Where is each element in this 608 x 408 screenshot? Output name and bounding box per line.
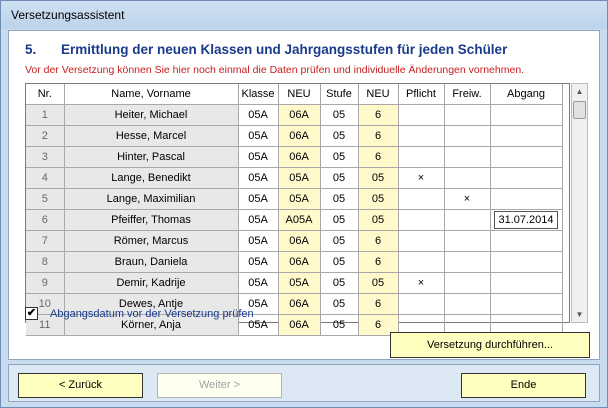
cell-freiw[interactable] [444,251,490,272]
cell-stufe[interactable]: 05 [320,167,358,188]
table-row[interactable] [26,188,562,209]
cell-freiw[interactable] [444,209,490,230]
cell-nr: 9 [26,272,64,293]
scroll-thumb[interactable] [573,101,586,119]
scroll-down-arrow-icon[interactable]: ▼ [575,310,584,319]
cell-stufe[interactable]: 05 [320,146,358,167]
cell-klasse[interactable]: 05A [238,209,278,230]
table-row[interactable] [26,146,562,167]
cell-stufe[interactable]: 05 [320,272,358,293]
cell-freiw[interactable]: × [444,188,490,209]
title-bar[interactable] [1,1,607,29]
cell-pflicht[interactable] [398,146,444,167]
cell-pflicht[interactable] [398,209,444,230]
cell-nr: 8 [26,251,64,272]
cell-stufe-neu[interactable]: 6 [358,104,398,125]
step-title: Ermittlung der neuen Klassen und Jahrgangsstufen für jeden Schüler [61,42,508,57]
back-button[interactable]: < Zurück [18,373,143,398]
cell-klasse[interactable]: 05A [238,293,278,314]
next-button: Weiter > [157,373,282,398]
cell-stufe-neu[interactable]: 05 [358,272,398,293]
cell-name[interactable]: Hesse, Marcel [64,125,238,146]
scroll-up-arrow-icon[interactable]: ▲ [575,87,584,96]
abgang-date-value[interactable]: 31.07.2014 [494,211,557,229]
cell-nr: 4 [26,167,64,188]
cell-name[interactable]: Lange, Maximilian [64,188,238,209]
cell-stufe-neu[interactable]: 6 [358,125,398,146]
cell-klasse[interactable]: 05A [238,314,278,335]
column-header-stufe[interactable]: Stufe [320,84,358,104]
cell-klasse-neu[interactable]: 06A [278,125,320,146]
cell-name[interactable]: Hinter, Pascal [64,146,238,167]
cell-stufe[interactable]: 05 [320,293,358,314]
cell-nr: 10 [26,293,64,314]
cell-stufe-neu[interactable]: 6 [358,293,398,314]
cell-klasse-neu[interactable]: 05A [278,188,320,209]
table-row[interactable] [26,251,562,272]
cell-name[interactable]: Heiter, Michael [64,104,238,125]
cell-klasse-neu[interactable]: 06A [278,314,320,335]
cell-pflicht[interactable] [398,230,444,251]
cell-name[interactable]: Demir, Kadrije [64,272,238,293]
cell-abgang[interactable] [490,272,562,293]
cell-nr: 5 [26,188,64,209]
cell-freiw[interactable] [444,125,490,146]
cell-pflicht[interactable] [398,104,444,125]
cell-nr: 11 [26,314,64,335]
cell-name[interactable]: Pfeiffer, Thomas [64,209,238,230]
end-button[interactable]: Ende [461,373,586,398]
table-row[interactable] [26,230,562,251]
cell-abgang[interactable] [490,209,562,230]
cell-klasse[interactable]: 05A [238,272,278,293]
execute-transfer-button[interactable]: Versetzung durchführen... [390,332,590,358]
table-row[interactable] [26,125,562,146]
cell-abgang[interactable] [490,251,562,272]
column-header-nr[interactable]: Nr. [26,84,64,104]
cell-klasse[interactable]: 05A [238,125,278,146]
check-abgang-checkbox[interactable]: ✔ [26,307,37,319]
cell-stufe-neu[interactable]: 05 [358,167,398,188]
window-title: Versetzungsassistent [11,8,125,22]
cell-stufe[interactable]: 05 [320,209,358,230]
cell-abgang[interactable] [490,293,562,314]
cell-stufe[interactable]: 05 [320,230,358,251]
cell-nr: 2 [26,125,64,146]
cell-stufe[interactable]: 05 [320,314,358,335]
cell-name[interactable]: Lange, Benedikt [64,167,238,188]
cell-freiw[interactable] [444,272,490,293]
cell-pflicht[interactable] [398,293,444,314]
cell-klasse-neu[interactable]: 06A [278,146,320,167]
table-row[interactable] [26,104,562,125]
cell-nr: 7 [26,230,64,251]
cell-klasse-neu[interactable]: 06A [278,230,320,251]
cell-klasse[interactable]: 05A [238,230,278,251]
column-header-stufe-neu[interactable]: NEU [358,84,398,104]
cell-nr: 6 [26,209,64,230]
cell-stufe-neu[interactable]: 05 [358,188,398,209]
cell-klasse-neu[interactable]: 06A [278,251,320,272]
column-header-freiw[interactable]: Freiw. [444,84,490,104]
table-row[interactable] [26,272,562,293]
cell-stufe-neu[interactable]: 6 [358,251,398,272]
cell-nr: 1 [26,104,64,125]
column-header-abgang[interactable]: Abgang [490,84,562,104]
cell-stufe[interactable]: 05 [320,104,358,125]
cell-stufe-neu[interactable]: 05 [358,209,398,230]
cell-freiw[interactable] [444,104,490,125]
cell-klasse[interactable]: 05A [238,146,278,167]
cell-pflicht[interactable]: × [398,167,444,188]
cell-abgang[interactable] [490,104,562,125]
cell-name[interactable]: Braun, Daniela [64,251,238,272]
cell-klasse-neu[interactable]: 06A [278,293,320,314]
column-header-pflicht[interactable]: Pflicht [398,84,444,104]
table-row[interactable] [26,167,562,188]
cell-abgang[interactable] [490,146,562,167]
check-abgang-option[interactable] [25,307,254,320]
cell-stufe[interactable]: 05 [320,125,358,146]
table-row[interactable] [26,209,562,230]
cell-stufe-neu[interactable]: 6 [358,146,398,167]
student-table [26,84,563,336]
cell-freiw[interactable] [444,230,490,251]
cell-stufe[interactable]: 05 [320,251,358,272]
cell-klasse-neu[interactable]: A05A [278,209,320,230]
cell-klasse-neu[interactable]: 05A [278,167,320,188]
cell-klasse[interactable]: 05A [238,104,278,125]
cell-freiw[interactable] [444,167,490,188]
table-body [26,104,562,335]
cell-stufe-neu[interactable]: 6 [358,230,398,251]
cell-freiw[interactable] [444,146,490,167]
cell-abgang[interactable] [490,230,562,251]
cell-pflicht[interactable] [398,125,444,146]
column-header-klasse-neu[interactable]: NEU [278,84,320,104]
cell-klasse[interactable]: 05A [238,188,278,209]
step-heading [25,42,507,57]
cell-name[interactable]: Dewes, Antje [64,293,238,314]
cell-freiw[interactable] [444,293,490,314]
cell-klasse-neu[interactable]: 05A [278,272,320,293]
cell-nr: 3 [26,146,64,167]
student-grid[interactable] [25,83,570,331]
cell-abgang[interactable] [490,188,562,209]
cell-pflicht[interactable] [398,188,444,209]
cell-stufe-neu[interactable]: 6 [358,314,398,335]
cell-abgang[interactable] [490,125,562,146]
cell-klasse[interactable]: 05A [238,251,278,272]
cell-klasse[interactable]: 05A [238,167,278,188]
column-header-name[interactable]: Name, Vorname [64,84,238,104]
cell-stufe[interactable]: 05 [320,188,358,209]
step-subtitle: Vor der Versetzung können Sie hier noch einmal die Daten prüfen und individuelle Änderungen vornehmen. [25,64,525,76]
vertical-scrollbar[interactable] [571,83,588,323]
check-abgang-label[interactable]: Abgangsdatum vor der Versetzung prüfen [50,307,254,320]
cell-name[interactable]: Römer, Marcus [64,230,238,251]
cell-abgang[interactable] [490,167,562,188]
column-header-klasse[interactable]: Klasse [238,84,278,104]
step-number: 5. [25,42,37,57]
cell-klasse-neu[interactable]: 06A [278,104,320,125]
table-header-row [26,84,562,104]
cell-name[interactable]: Körner, Anja [64,314,238,335]
cell-pflicht[interactable]: × [398,272,444,293]
cell-pflicht[interactable] [398,251,444,272]
